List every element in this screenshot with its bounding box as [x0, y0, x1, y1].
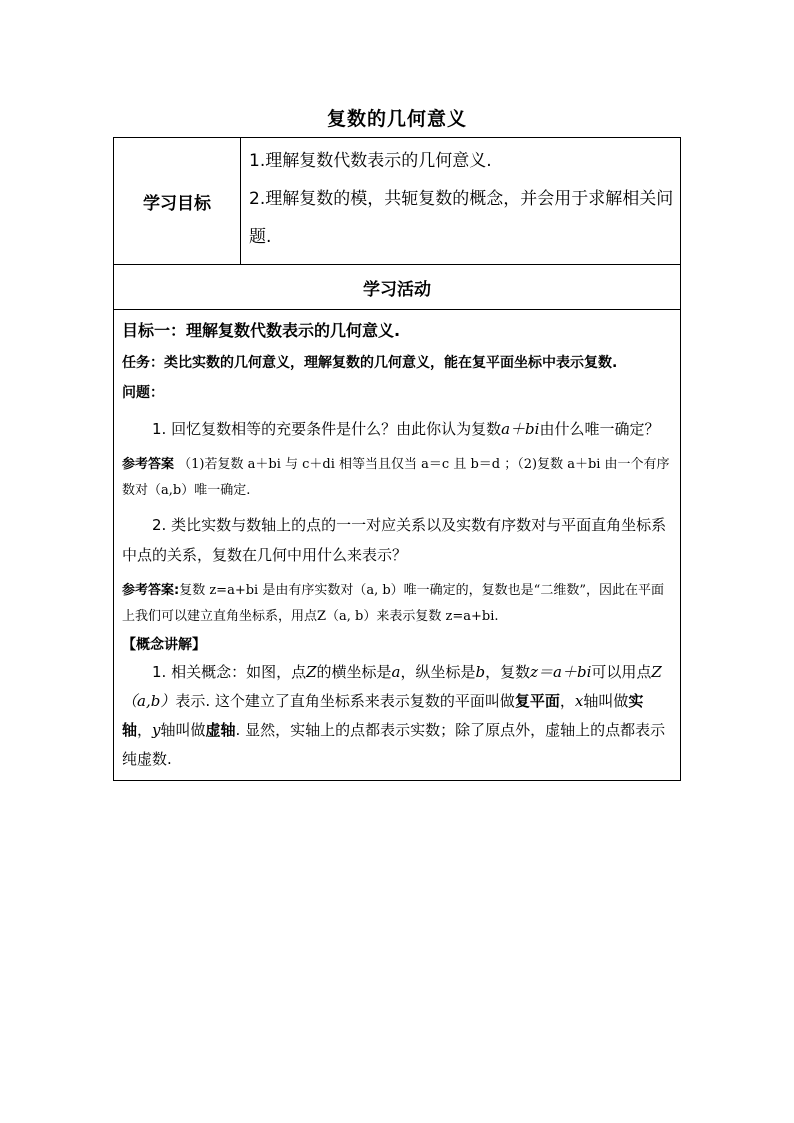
question-2-text: 类比实数与数轴上的点的一一对应关系以及实数有序数对与平面直角坐标系中点的关系，复数在几何中用什么来表示？: [122, 516, 667, 564]
answer-1-label: 参考答案: [122, 457, 175, 472]
objective-heading: 目标一：理解复数代数表示的几何意义.: [122, 321, 401, 340]
concept-part-1: 1. 相关概念：如图，点: [152, 663, 307, 681]
question-1: [122, 414, 672, 444]
goal-item-1: 1.理解复数代数表示的几何意义.: [249, 151, 492, 171]
goal-item-2: 2.理解复数的模，共轭复数的概念，并会用于求解相关问题.: [249, 189, 674, 247]
activity-header: 学习活动: [114, 265, 681, 310]
concept-var-z: Z: [306, 663, 317, 681]
question-label: 问题：: [122, 385, 164, 401]
concept-part-2: 的横坐标是: [316, 663, 392, 681]
goals-row: [114, 138, 681, 265]
activity-header-row: [114, 265, 681, 310]
concept-var-a: a: [391, 663, 401, 681]
question-1-number: 1.: [152, 420, 167, 438]
concept-point: Z（a,b）: [122, 663, 662, 710]
concept-term-real-axis: 实轴: [122, 692, 644, 739]
concept-part-7: ，: [559, 692, 575, 710]
concept-term-imag-axis: 虚轴: [205, 721, 236, 739]
answer-1-text: （1)若复数 a＋bi 与 c＋di 相等当且仅当 a＝c 且 b＝d ；（2)复数 a＋bi 由一个有序数对（a,b）唯一确定.: [122, 457, 670, 498]
concept-expr: z＝a＋bi: [530, 663, 592, 681]
concept-part-5: 可以用点: [591, 663, 652, 681]
concept-var-b: b: [475, 663, 486, 681]
answer-2: [122, 578, 672, 630]
task-text: 任务：类比实数的几何意义，理解复数的几何意义，能在复平面坐标中表示复数.: [122, 355, 618, 371]
concept-part-3: ，纵坐标是: [400, 663, 476, 681]
concept-part-6: 表示. 这个建立了直角坐标系来表示复数的平面叫做: [175, 692, 515, 710]
concept-text: [122, 658, 672, 774]
lesson-table: [113, 137, 681, 781]
concept-part-10: 轴叫做: [160, 721, 206, 739]
activity-body: [114, 310, 681, 781]
answer-2-text: 复数 z=a+bi 是由有序实数对（a, b）唯一确定的，复数也是“二维数”，因此在平面上我们可以建立直角坐标系，用点Z（a, b）来表示复数 z=a+bi.: [122, 583, 664, 624]
answer-2-label: 参考答案:: [122, 583, 180, 598]
goals-content: [241, 138, 681, 265]
page-title: 复数的几何意义: [326, 108, 467, 130]
activity-body-row: [114, 310, 681, 781]
goals-label: 学习目标: [114, 138, 241, 265]
question-1-expr: a＋bi: [501, 420, 540, 438]
concept-var-y: y: [152, 721, 161, 739]
question-2: [122, 510, 672, 570]
concept-part-9: ，: [137, 721, 153, 739]
concept-part-8: 轴叫做: [583, 692, 629, 710]
concept-part-11: . 显然，实轴上的点都表示实数；除了原点外，虚轴上的点都表示纯虚数.: [122, 721, 666, 768]
question-1-text-b: 由什么唯一确定？: [539, 420, 660, 438]
question-1-text-a: 回忆复数相等的充要条件是什么？由此你认为复数: [171, 420, 502, 438]
concept-part-4: ，复数: [485, 663, 531, 681]
answer-1: [122, 452, 672, 504]
concept-var-x: x: [574, 692, 584, 710]
question-2-number: 2.: [152, 516, 167, 534]
concept-term-plane: 复平面: [514, 692, 560, 710]
concept-label: 【概念讲解】: [122, 637, 206, 653]
